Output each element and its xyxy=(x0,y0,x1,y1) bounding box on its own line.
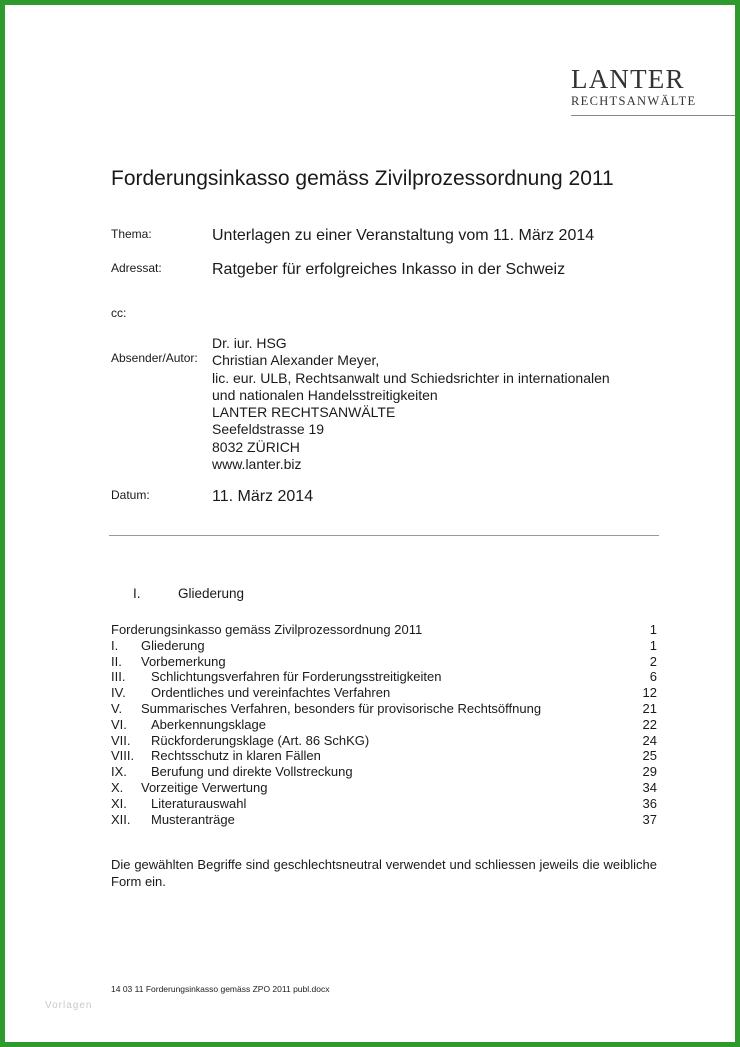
datum-label: Datum: xyxy=(111,488,150,502)
toc-row xyxy=(111,701,657,717)
absender-line: www.lanter.biz xyxy=(212,456,302,473)
toc-row xyxy=(111,733,657,749)
adressat-value: Ratgeber für erfolgreiches Inkasso in der Schweiz xyxy=(212,261,566,278)
toc-number: X. xyxy=(111,779,124,795)
absender-line: Seefeldstrasse 19 xyxy=(212,421,325,438)
toc-page-number: 22 xyxy=(642,716,657,732)
company-logo xyxy=(571,65,740,108)
toc-row xyxy=(111,638,657,654)
toc-row xyxy=(111,685,657,701)
absender-line: Dr. iur. HSG xyxy=(212,335,287,351)
section-title: Gliederung xyxy=(178,586,245,601)
toc-row xyxy=(111,748,657,764)
toc-label: Berufung und direkte Vollstreckung xyxy=(151,764,353,780)
toc-page-number: 1 xyxy=(649,622,657,637)
toc-number: I. xyxy=(111,637,119,653)
thema-value: Unterlagen zu einer Veranstaltung vom 11. März 2014 xyxy=(212,227,595,244)
absender-line: und nationalen Handelsstreitigkeiten xyxy=(212,386,438,403)
toc-page-number: 34 xyxy=(642,779,657,795)
toc-number: IX. xyxy=(111,764,127,780)
section-number: I. xyxy=(133,586,141,601)
thema-label: Thema: xyxy=(111,227,152,241)
toc-number: V. xyxy=(111,700,123,716)
absender-line: lic. eur. ULB, Rechtsanwalt und Schiedsrichter in internationalen xyxy=(212,369,610,386)
toc-label: Vorbemerkung xyxy=(141,653,226,669)
toc-page-number: 29 xyxy=(642,764,657,780)
toc-number: XII. xyxy=(111,811,131,827)
absender-block xyxy=(212,335,610,473)
toc-number: IV. xyxy=(111,685,126,701)
footer-filename: 14 03 11 Forderungsinkasso gemäss ZPO 2011 publ.docx xyxy=(111,984,330,994)
absender-line: Christian Alexander Meyer, xyxy=(212,352,380,369)
logo-divider xyxy=(571,115,740,116)
toc-label: Musteranträge xyxy=(151,811,235,827)
toc-label: Gliederung xyxy=(141,637,205,653)
toc-page-number: 24 xyxy=(642,732,657,748)
toc-page-number: 1 xyxy=(649,637,657,653)
section-heading xyxy=(133,586,244,601)
toc-row xyxy=(111,669,657,685)
toc-label: Literaturauswahl xyxy=(151,795,247,811)
table-of-contents xyxy=(111,622,657,827)
toc-number: III. xyxy=(111,669,126,685)
toc-label: Rückforderungsklage (Art. 86 SchKG) xyxy=(151,732,370,748)
toc-row xyxy=(111,622,657,638)
gender-note: Die gewählten Begriffe sind geschlechtsneutral verwendet und schliessen jeweils die weibliche Form ein. xyxy=(111,857,657,889)
absender-label: Absender/Autor: xyxy=(111,351,198,365)
absender-line: 8032 ZÜRICH xyxy=(212,438,300,455)
toc-page-number: 12 xyxy=(642,685,657,701)
toc-label: Ordentliches und vereinfachtes Verfahren xyxy=(151,685,391,701)
toc-label: Vorzeitige Verwertung xyxy=(141,779,268,795)
document-title: Forderungsinkasso gemäss Zivilprozessordnung 2011 xyxy=(111,167,614,190)
cc-label: cc: xyxy=(111,306,127,320)
toc-label: Forderungsinkasso gemäss Zivilprozessordnung 2011 xyxy=(111,622,423,637)
toc-row xyxy=(111,780,657,796)
toc-row xyxy=(111,812,657,828)
logo-subtitle: RECHTSANWÄLTE xyxy=(571,94,697,108)
toc-page-number: 36 xyxy=(642,795,657,811)
toc-row xyxy=(111,717,657,733)
header-separator xyxy=(109,535,659,536)
absender-line: LANTER RECHTSANWÄLTE xyxy=(212,404,396,421)
datum-value: 11. März 2014 xyxy=(212,488,314,505)
toc-row xyxy=(111,764,657,780)
adressat-label: Adressat: xyxy=(111,261,162,275)
toc-number: VI. xyxy=(111,716,127,732)
toc-label: Aberkennungsklage xyxy=(151,716,266,732)
toc-page-number: 2 xyxy=(649,653,657,669)
toc-page-number: 25 xyxy=(642,748,657,764)
toc-number: XI. xyxy=(111,795,127,811)
toc-number: VIII. xyxy=(111,748,135,764)
logo-name: LANTER xyxy=(571,64,685,94)
toc-page-number: 37 xyxy=(642,811,657,827)
toc-label: Summarisches Verfahren, besonders für provisorische Rechtsöffnung xyxy=(141,700,542,716)
toc-row xyxy=(111,796,657,812)
toc-row xyxy=(111,654,657,670)
toc-page-number: 6 xyxy=(649,669,657,685)
toc-label: Schlichtungsverfahren für Forderungsstreitigkeiten xyxy=(151,669,442,685)
toc-number: II. xyxy=(111,653,122,669)
watermark: Vorlagen xyxy=(45,1000,93,1011)
toc-page-number: 21 xyxy=(642,700,657,716)
toc-number: VII. xyxy=(111,732,131,748)
toc-label: Rechtsschutz in klaren Fällen xyxy=(151,748,321,764)
